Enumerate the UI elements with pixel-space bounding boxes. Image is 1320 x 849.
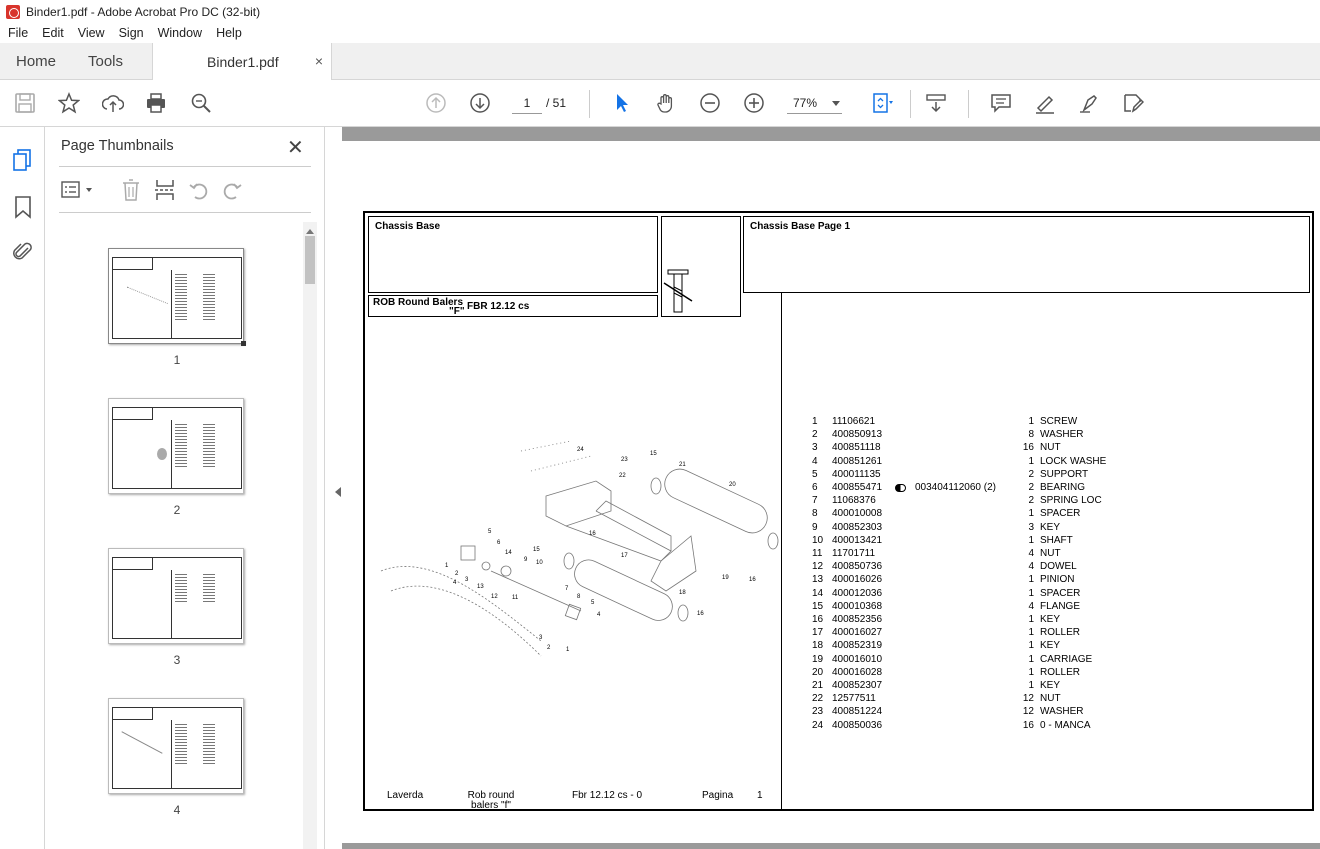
callout: 15 <box>650 451 657 457</box>
menu-window[interactable]: Window <box>157 26 203 40</box>
doc-model-name: ROB Round Balers <box>373 297 464 308</box>
parts-code: 400852319 <box>832 640 883 652</box>
edit-pdf-icon[interactable] <box>1121 91 1145 115</box>
parts-desc: SUPPORT <box>1040 468 1089 480</box>
zoom-level-select[interactable]: 77% <box>787 92 842 114</box>
window-title: Binder1.pdf - Adobe Acrobat Pro DC (32-bit) <box>26 4 261 19</box>
menu-bar <box>0 23 1320 43</box>
parts-desc: NUT <box>1040 693 1061 705</box>
parts-qty: 1 <box>1028 666 1034 678</box>
next-page-icon[interactable] <box>468 91 492 115</box>
parts-code: 400010368 <box>832 600 883 612</box>
parts-n: 6 <box>812 482 818 493</box>
callout: 16 <box>749 577 756 583</box>
tab-bar <box>0 43 1320 80</box>
thumbnail-label: 2 <box>173 503 181 517</box>
left-rail <box>0 127 45 849</box>
parts-desc: DOWEL <box>1040 561 1077 573</box>
footer-brand: Laverda <box>387 790 424 801</box>
parts-n: 15 <box>812 600 824 612</box>
thumbnail-text <box>175 274 187 322</box>
page-gap <box>342 843 1320 849</box>
parts-desc: NUT <box>1040 442 1061 454</box>
parts-code: 11701711 <box>832 548 876 559</box>
thumbnail-label: 3 <box>173 653 181 667</box>
parts-desc: ROLLER <box>1040 627 1081 639</box>
document-canvas[interactable] <box>342 127 1320 849</box>
callout: 7 <box>565 586 569 592</box>
extract-pages-icon[interactable] <box>154 178 176 202</box>
panel-title: Page Thumbnails <box>61 138 174 154</box>
parts-code: 11106621 <box>832 416 876 427</box>
parts-n: 2 <box>812 429 818 441</box>
parts-n: 3 <box>812 442 818 454</box>
parts-qty: 2 <box>1028 482 1034 493</box>
page-gap <box>342 127 1320 141</box>
previous-page-icon[interactable] <box>424 91 448 115</box>
thumbnail-resize-handle[interactable] <box>241 341 246 346</box>
parts-code: 400012036 <box>832 587 883 599</box>
callout: 3 <box>539 635 543 641</box>
callout: 9 <box>524 557 528 563</box>
thumbnail-column-line <box>171 420 172 489</box>
callout: 16 <box>697 611 704 617</box>
toolbar-divider <box>589 90 590 118</box>
parts-n: 12 <box>812 561 824 573</box>
acrobat-logo-icon <box>6 5 20 19</box>
scrollbar-thumb[interactable] <box>305 236 315 284</box>
thumbnail-label: 1 <box>173 353 181 367</box>
callout: 16 <box>589 531 596 537</box>
zoom-out-icon[interactable] <box>698 91 722 115</box>
callout: 22 <box>619 473 626 479</box>
parts-qty: 1 <box>1028 653 1034 665</box>
parts-desc: SCREW <box>1040 416 1078 427</box>
alternate-part-icon <box>895 484 906 492</box>
toolbar-divider <box>910 90 911 118</box>
pdf-page-frame <box>363 211 1314 811</box>
delete-page-icon[interactable] <box>121 178 141 202</box>
bookmarks-icon[interactable] <box>13 195 33 219</box>
parts-code: 400851261 <box>832 455 883 467</box>
thumbnail-text <box>203 274 215 322</box>
doc-section-title: Chassis Base <box>375 221 441 232</box>
parts-qty: 2 <box>1028 468 1034 480</box>
doc-model-sub: "F" <box>449 306 465 317</box>
callout: 21 <box>679 462 686 468</box>
callout: 5 <box>591 600 595 606</box>
parts-qty: 3 <box>1028 521 1034 533</box>
title-box <box>368 216 658 293</box>
part-icon-box <box>661 216 741 317</box>
tab-tools[interactable]: Tools <box>88 53 124 70</box>
thumbnail-text <box>175 574 187 604</box>
upload-cloud-icon[interactable] <box>101 91 125 115</box>
thumbnail-text <box>175 724 187 764</box>
parts-qty: 2 <box>1028 495 1034 507</box>
parts-desc: KEY <box>1040 614 1061 625</box>
close-panel-icon[interactable]: ✕ <box>287 137 304 159</box>
parts-qty: 1 <box>1028 680 1034 691</box>
callout: 6 <box>497 540 501 546</box>
page-thumbnails-icon[interactable] <box>11 148 35 172</box>
parts-n: 4 <box>812 455 818 467</box>
parts-qty: 12 <box>1022 693 1034 705</box>
parts-n: 7 <box>812 495 818 507</box>
doc-model-code: FBR 12.12 cs <box>467 301 530 312</box>
close-tab-icon[interactable]: × <box>314 53 323 69</box>
bolt-diagram-icon <box>662 217 742 318</box>
parts-n: 9 <box>812 521 818 533</box>
callout: 13 <box>477 584 484 590</box>
callout: 15 <box>533 547 540 553</box>
callout: 2 <box>455 571 459 577</box>
menu-sign[interactable]: Sign <box>118 26 144 40</box>
attachments-icon[interactable] <box>12 240 34 264</box>
parts-n: 11 <box>812 548 823 559</box>
callout: 5 <box>488 529 492 535</box>
parts-code: 400851224 <box>832 706 883 718</box>
comment-icon[interactable] <box>989 91 1013 115</box>
thumbnail-text <box>203 574 215 604</box>
parts-code: 400850036 <box>832 719 883 731</box>
parts-desc: SHAFT <box>1040 534 1073 546</box>
parts-qty: 4 <box>1028 600 1034 612</box>
parts-qty: 1 <box>1028 455 1034 467</box>
parts-code: 400851118 <box>832 442 881 454</box>
callout: 23 <box>621 457 628 463</box>
thumbnail-column-line <box>171 720 172 789</box>
parts-n: 24 <box>812 719 824 731</box>
parts-desc: FLANGE <box>1040 600 1081 612</box>
model-box <box>368 295 658 317</box>
parts-desc: CARRIAGE <box>1040 653 1093 665</box>
page-thumbnail-2[interactable] <box>108 398 244 517</box>
parts-desc: SPACER <box>1040 508 1081 520</box>
footer-page-label: Pagina <box>702 790 734 801</box>
select-cursor-icon[interactable] <box>610 91 634 115</box>
thumbnail-header <box>113 408 153 420</box>
callout: 3 <box>465 577 469 583</box>
parts-desc: PINION <box>1040 574 1075 586</box>
callout: 10 <box>536 560 543 566</box>
thumbnail-text <box>203 424 215 468</box>
page-total: / 51 <box>546 96 567 110</box>
thumbnail-drawing <box>157 448 167 460</box>
parts-desc: WASHER <box>1040 429 1084 441</box>
parts-n: 5 <box>812 468 818 480</box>
tab-document[interactable] <box>152 43 332 81</box>
tab-home[interactable]: Home <box>16 53 57 70</box>
parts-n: 10 <box>812 534 824 546</box>
parts-desc: SPRING LOC <box>1040 495 1102 507</box>
rotate-right-icon[interactable] <box>221 179 243 201</box>
panel-divider <box>59 166 311 167</box>
parts-code: 400016028 <box>832 666 883 678</box>
parts-n: 14 <box>812 587 824 599</box>
parts-n: 21 <box>812 680 824 691</box>
parts-qty: 1 <box>1028 508 1034 520</box>
scroll-up-icon[interactable] <box>306 225 314 234</box>
callout: 11 <box>512 595 519 601</box>
parts-n: 18 <box>812 640 824 652</box>
collapse-panel-icon[interactable] <box>330 487 341 497</box>
menu-file[interactable]: File <box>8 26 29 40</box>
callout: 4 <box>453 580 457 586</box>
page-header-box <box>743 216 1310 293</box>
callout: 20 <box>729 482 736 488</box>
page-thumbnail-4[interactable] <box>108 698 244 817</box>
draw-sign-icon[interactable] <box>1077 91 1101 115</box>
parts-code: 400852307 <box>832 680 883 691</box>
callout: 1 <box>566 647 570 653</box>
save-icon[interactable] <box>13 91 37 115</box>
parts-n: 8 <box>812 508 818 520</box>
parts-n: 17 <box>812 627 824 639</box>
parts-code: 400852356 <box>832 614 883 625</box>
parts-desc: LOCK WASHE <box>1040 455 1107 467</box>
thumbnail-text <box>175 424 187 468</box>
callout: 18 <box>679 590 686 596</box>
callout: 17 <box>621 553 628 559</box>
parts-alt: 003404112060 (2) <box>915 482 996 493</box>
parts-n: 20 <box>812 666 824 678</box>
parts-code: 400855471 <box>832 482 883 493</box>
parts-qty: 1 <box>1028 587 1034 599</box>
thumbnail-page-frame <box>112 707 242 789</box>
thumbnail-column-line <box>171 270 172 339</box>
hand-tool-icon[interactable] <box>654 91 678 115</box>
parts-qty: 1 <box>1028 640 1034 652</box>
parts-n: 23 <box>812 706 824 718</box>
page-thumbnail-3[interactable] <box>108 548 244 667</box>
parts-desc: NUT <box>1040 548 1061 559</box>
parts-n: 16 <box>812 614 824 625</box>
parts-code: 11068376 <box>832 495 876 507</box>
footer-series: Rob round <box>467 790 515 801</box>
parts-qty: 8 <box>1028 429 1034 441</box>
parts-desc: ROLLER <box>1040 666 1081 678</box>
title-bar <box>0 0 1320 23</box>
thumbnail-page-frame <box>112 257 242 339</box>
parts-qty: 4 <box>1028 548 1034 559</box>
exploded-parts-diagram <box>371 441 779 671</box>
column-divider <box>781 293 782 811</box>
parts-qty: 4 <box>1028 561 1034 573</box>
thumbnail-page-frame <box>112 407 242 489</box>
rotate-left-icon[interactable] <box>188 179 210 201</box>
thumbnails-panel <box>45 127 325 849</box>
menu-help[interactable]: Help <box>216 26 242 40</box>
parts-code: 400016027 <box>832 627 883 639</box>
panel-divider <box>59 212 311 213</box>
parts-code: 400850736 <box>832 561 883 573</box>
footer-page-number: 1 <box>757 790 763 801</box>
thumbnail-page-frame <box>112 557 242 639</box>
thumbnail-drawing <box>118 287 168 326</box>
menu-view[interactable]: View <box>77 26 105 40</box>
print-icon[interactable] <box>144 91 168 115</box>
tab-document-label: Binder1.pdf <box>207 54 279 70</box>
parts-qty: 1 <box>1028 614 1034 625</box>
thumbnail-scrollbar[interactable] <box>303 222 317 849</box>
scroll-mode-icon[interactable] <box>924 91 948 115</box>
parts-code: 400852303 <box>832 521 883 533</box>
fit-page-icon[interactable] <box>870 91 894 115</box>
thumbnail-label: 4 <box>173 803 181 817</box>
parts-code: 400016026 <box>832 574 883 586</box>
parts-n: 1 <box>812 416 818 427</box>
parts-qty: 16 <box>1022 442 1034 454</box>
callout: 4 <box>597 612 601 618</box>
callout: 8 <box>577 594 581 600</box>
callout: 1 <box>445 563 449 569</box>
parts-code: 400013421 <box>832 534 883 546</box>
parts-desc: WASHER <box>1040 706 1084 718</box>
zoom-in-icon[interactable] <box>742 91 766 115</box>
parts-code: 400010008 <box>832 508 883 520</box>
parts-code: 400016010 <box>832 653 883 665</box>
callout: 2 <box>547 645 551 651</box>
toolbar-divider <box>968 90 969 118</box>
thumbnail-column-line <box>171 570 172 639</box>
thumbnail-header <box>113 708 153 720</box>
thumbnail-header <box>113 558 153 570</box>
callout: 14 <box>505 550 512 556</box>
thumbnail-list <box>45 227 303 849</box>
find-zoom-icon[interactable] <box>189 91 213 115</box>
thumbnail-text <box>203 724 215 764</box>
parts-n: 22 <box>812 693 824 705</box>
bookmark-star-icon[interactable] <box>57 91 81 115</box>
parts-qty: 12 <box>1022 706 1034 718</box>
parts-qty: 1 <box>1028 534 1034 546</box>
parts-desc: KEY <box>1040 680 1061 691</box>
highlight-pen-icon[interactable] <box>1033 91 1057 115</box>
parts-code: 400011135 <box>832 468 881 480</box>
page-thumbnail-1[interactable] <box>108 248 244 367</box>
parts-qty: 1 <box>1028 416 1034 427</box>
parts-n: 13 <box>812 574 824 586</box>
parts-desc: KEY <box>1040 521 1061 533</box>
parts-desc: SPACER <box>1040 587 1081 599</box>
thumbnail-drawing <box>121 731 162 753</box>
parts-qty: 1 <box>1028 627 1034 639</box>
callout: 24 <box>577 447 584 453</box>
footer-model: Fbr 12.12 cs - 0 <box>572 790 643 801</box>
parts-code: 12577511 <box>832 693 876 705</box>
parts-desc: KEY <box>1040 640 1061 652</box>
callout: 19 <box>722 575 729 581</box>
parts-desc: 0 - MANCA <box>1040 719 1091 731</box>
menu-edit[interactable]: Edit <box>42 26 64 40</box>
parts-code: 400850913 <box>832 429 883 441</box>
footer-series-2: balers "f" <box>471 800 511 811</box>
thumbnail-options-icon[interactable] <box>61 179 97 201</box>
parts-qty: 1 <box>1028 574 1034 586</box>
parts-desc: BEARING <box>1040 482 1086 493</box>
page-number-input[interactable]: 1 <box>512 92 542 114</box>
callout: 12 <box>491 594 498 600</box>
parts-qty: 16 <box>1022 719 1034 731</box>
thumbnail-header <box>113 258 153 270</box>
doc-page-title: Chassis Base Page 1 <box>750 221 851 232</box>
parts-n: 19 <box>812 653 824 665</box>
